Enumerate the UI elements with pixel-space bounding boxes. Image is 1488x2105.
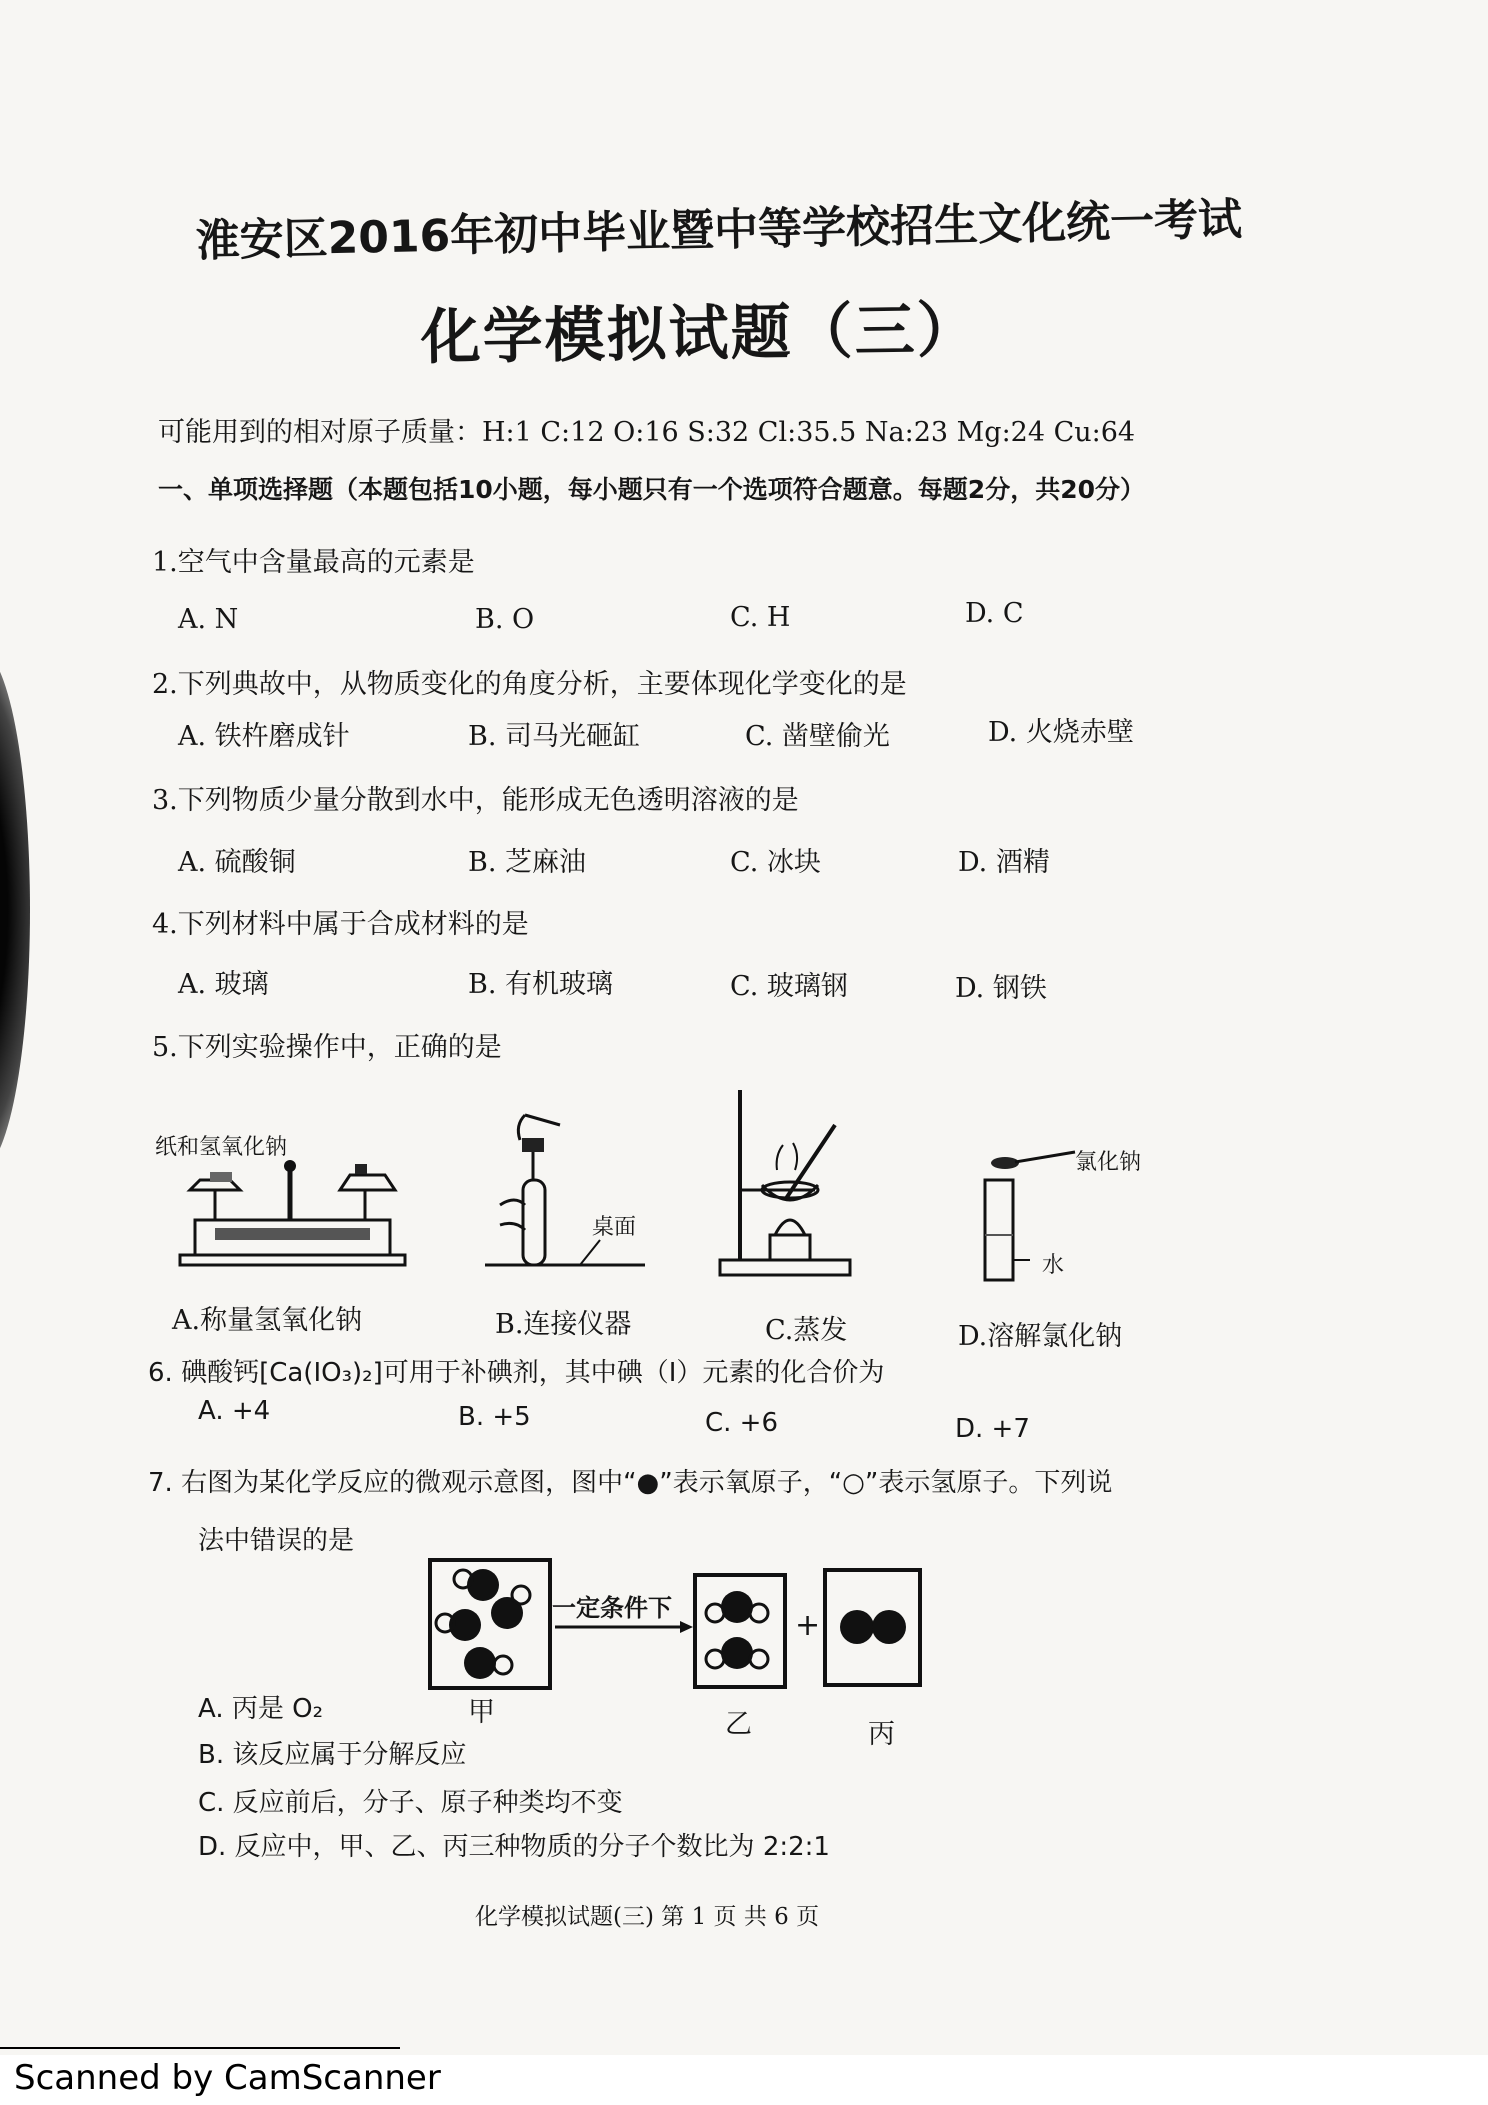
q6-option-a: A. +4 bbox=[198, 1396, 271, 1426]
q7-option-b: B. 该反应属于分解反应 bbox=[198, 1740, 467, 1770]
q3-option-c: C. 冰块 bbox=[730, 847, 821, 878]
scan-shadow bbox=[0, 650, 30, 1170]
q6-stem: 6. 碘酸钙[Ca(IO₃)₂]可用于补碘剂，其中碘（I）元素的化合价为 bbox=[148, 1358, 885, 1388]
q2-option-c: C. 凿壁偷光 bbox=[745, 721, 890, 752]
q5-option-d: D.溶解氯化钠 bbox=[958, 1321, 1123, 1352]
q4-option-c: C. 玻璃钢 bbox=[730, 971, 848, 1002]
q2-option-b: B. 司马光砸缸 bbox=[468, 721, 641, 752]
label-jia: 甲 bbox=[468, 1697, 495, 1728]
q6-option-c: C. +6 bbox=[705, 1408, 779, 1438]
atomic-masses: 可能用到的相对原子质量：H:1 C:12 O:16 S:32 Cl:35.5 Na:23 Mg:24 Cu:64 bbox=[158, 417, 1136, 448]
reaction-diagram bbox=[425, 1555, 925, 1695]
fig-d-label-water: 水 bbox=[1042, 1253, 1065, 1278]
q2-option-a: A. 铁杵磨成针 bbox=[178, 721, 350, 752]
q6-option-b: B. +5 bbox=[458, 1402, 531, 1432]
exam-title: 淮安区2016年初中毕业暨中等学校招生文化统一考试 bbox=[195, 194, 1243, 267]
section-heading: 一、单项选择题（本题包括10小题，每小题只有一个选项符合题意。每题2分，共20分） bbox=[158, 475, 1145, 504]
q5-option-b: B.连接仪器 bbox=[495, 1309, 632, 1340]
plus-sign: + bbox=[795, 1608, 821, 1643]
q7-stem-line2: 法中错误的是 bbox=[198, 1526, 355, 1556]
q1-option-b: B. O bbox=[475, 604, 535, 635]
q1-stem: 1.空气中含量最高的元素是 bbox=[152, 547, 475, 578]
label-yi: 乙 bbox=[725, 1709, 752, 1740]
q1-option-d: D. C bbox=[965, 598, 1024, 629]
q7-option-d: D. 反应中，甲、乙、丙三种物质的分子个数比为 2:2:1 bbox=[198, 1832, 830, 1862]
q3-option-d: D. 酒精 bbox=[958, 847, 1050, 878]
label-bing: 丙 bbox=[868, 1719, 895, 1750]
q7-option-a: A. 丙是 O₂ bbox=[198, 1694, 324, 1724]
arrow-label: 一定条件下 bbox=[552, 1594, 672, 1622]
q5-option-a: A.称量氢氧化钠 bbox=[172, 1305, 363, 1336]
q3-option-b: B. 芝麻油 bbox=[468, 847, 587, 878]
q1-option-c: C. H bbox=[730, 602, 791, 633]
q3-option-a: A. 硫酸铜 bbox=[178, 847, 296, 878]
q7-stem-line1: 7. 右图为某化学反应的微观示意图，图中“●”表示氧原子，“○”表示氢原子。下列说 bbox=[148, 1468, 1113, 1498]
fig-b-label: 桌面 bbox=[592, 1215, 637, 1240]
fig-a-label: 纸和氢氧化钠 bbox=[155, 1135, 288, 1160]
subject-title: 化学模拟试题（三） bbox=[420, 295, 980, 373]
q6-option-d: D. +7 bbox=[955, 1414, 1030, 1444]
q5-stem: 5.下列实验操作中，正确的是 bbox=[152, 1032, 502, 1063]
q2-option-d: D. 火烧赤壁 bbox=[988, 717, 1134, 748]
q5-option-c: C.蒸发 bbox=[765, 1315, 848, 1346]
q1-option-a: A. N bbox=[178, 604, 239, 635]
q3-stem: 3.下列物质少量分散到水中，能形成无色透明溶液的是 bbox=[152, 785, 799, 816]
q4-option-b: B. 有机玻璃 bbox=[468, 969, 614, 1000]
page-footer: 化学模拟试题(三) 第 1 页 共 6 页 bbox=[475, 1904, 820, 1930]
fig-d-label-nacl: 氯化钠 bbox=[1075, 1150, 1142, 1175]
camscanner-watermark: Scanned by CamScanner bbox=[14, 2058, 441, 2098]
evaporation-figure bbox=[715, 1085, 855, 1280]
q7-option-c: C. 反应前后，分子、原子种类均不变 bbox=[198, 1788, 623, 1818]
q4-stem: 4.下列材料中属于合成材料的是 bbox=[152, 909, 529, 940]
watermark-rule bbox=[0, 2047, 400, 2049]
connect-apparatus-figure bbox=[480, 1110, 650, 1270]
balance-figure bbox=[170, 1150, 410, 1270]
q4-option-a: A. 玻璃 bbox=[178, 969, 269, 1000]
q4-option-d: D. 钢铁 bbox=[955, 973, 1047, 1004]
q2-stem: 2.下列典故中，从物质变化的角度分析，主要体现化学变化的是 bbox=[152, 669, 907, 700]
